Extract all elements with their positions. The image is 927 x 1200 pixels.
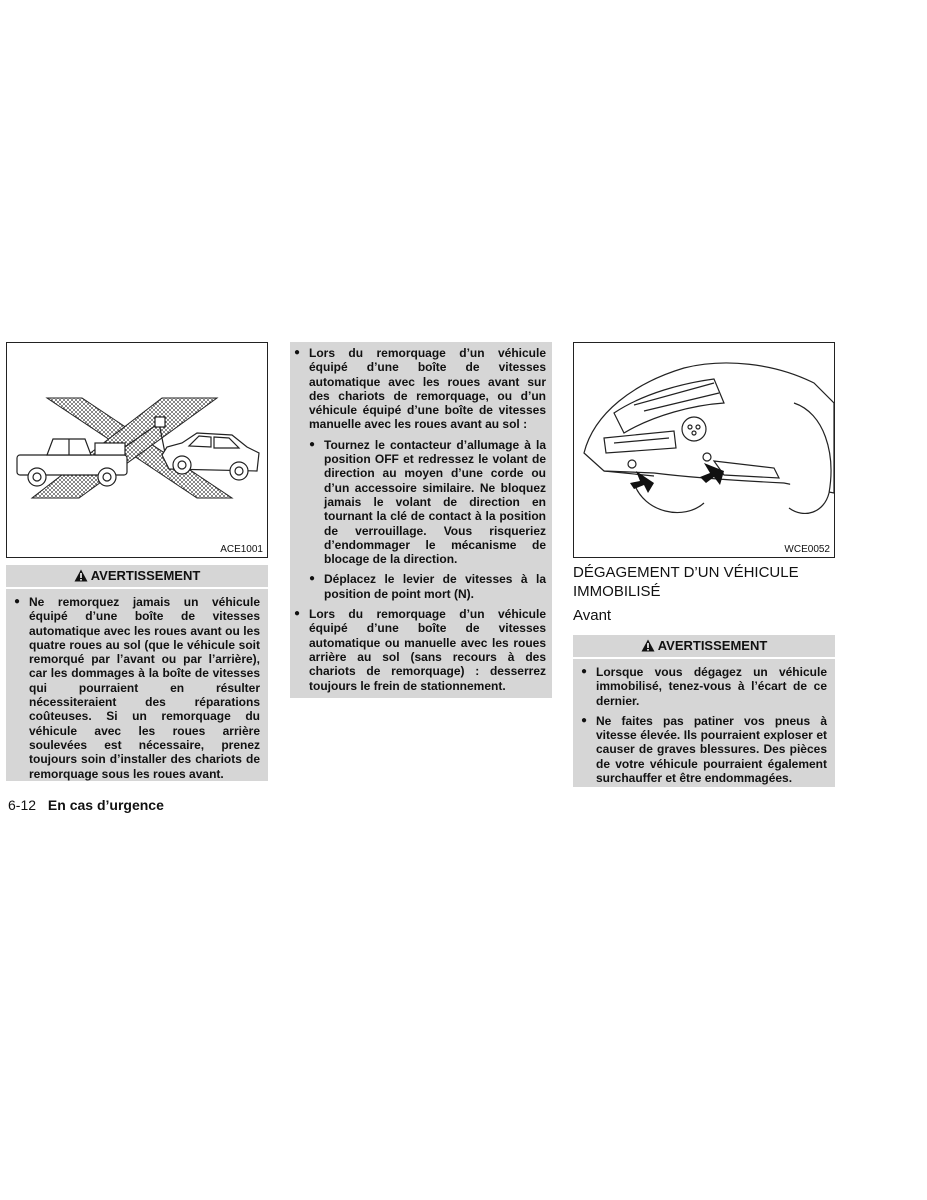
warning-list: [581, 665, 827, 785]
section-subheading: Avant: [573, 607, 612, 624]
instruction-subitem: ● Tournez le contacteur d’allumage à la position OFF et redressez le volant de direction au moyen d’une corde ou d’un accessoire similaire. Ne bloquez jamais le volant de direction en tournant la clé de contact à la position de verrouillage. Vous risqueriez d’endommager le mécanisme de blocage de la direction.: [309, 438, 546, 567]
warning-item: ● Lorsque vous dégagez un véhicule immobilisé, tenez-vous à l’écart de ce dernier.: [581, 665, 827, 708]
warning-item: ● Ne faites pas patiner vos pneus à vitesse élevée. Ils pourraient exploser et causer de graves blessures. Des pièces de votre véhicule pourraient également surchauffer et être endommagées.: [581, 714, 827, 785]
page-number: 6-12: [8, 797, 37, 813]
warning-divider: [573, 657, 835, 659]
towing-instructions-box: [290, 342, 552, 698]
warning-item: ● Ne remorquez jamais un véhicule équipé d’une boîte de vitesses automatique avec les roues avant ou les quatre roues au sol (que le véhicule soit remorqué par l’avant ou par l’arrière), car les dommages à la boîte de vitesses qui pourraient en résulter nécessiteraient des réparations coûteuses. Si un remorquage du véhicule avec les roues arrière soulevées est nécessaire, prenez toujours soin d’installer des chariots de remorquage sous les roues avant.: [14, 595, 260, 781]
warning-triangle-icon: [641, 639, 655, 652]
figure-code: ACE1001: [220, 544, 263, 555]
instruction-item: ● Lors du remorquage d’un véhicule équipé d’une boîte de vitesses automatique ou manuelle avec les roues arrière au sol (sans recours à des chariots de remorquage) : desserrez toujours le frein de stationnement.: [294, 607, 546, 693]
warning-list: [14, 595, 260, 781]
warning-divider: [6, 587, 268, 589]
instruction-subitem: ● Déplacez le levier de vitesses à la position de point mort (N).: [309, 572, 546, 601]
section-name: En cas d’urgence: [47, 797, 164, 813]
recovery-hook-illustration: [573, 342, 835, 558]
instructions-list: [294, 346, 546, 693]
page-footer: [8, 797, 164, 813]
warning-title: AVERTISSEMENT: [581, 635, 827, 657]
section-heading: DÉGAGEMENT D’UN VÉHICULE IMMOBILISÉ: [573, 564, 799, 600]
warning-triangle-icon: [74, 569, 88, 582]
towing-illustration: [6, 342, 268, 558]
figure-code: WCE0052: [784, 544, 830, 555]
tow-truck-crossed-illustration: [7, 343, 267, 557]
instruction-item: ● Lors du remorquage d’un véhicule équipé d’une boîte de vitesses automatique avec les roues avant sur des chariots de remorquage, ou d’un véhicule équipé d’une boîte de vitesses manuelle avec les roues avant au sol : ● Tournez le contacteur d’allumage à la position OFF et redressez le volant de direction au moyen d’une corde ou d’un accessoire similaire. Ne bloquez jamais le volant de direction en tournant la clé de contact à la position de verrouillage. Vous risqueriez d’endommager le mécanisme de blocage de la direction. ● Déplacez le levier de vitesses à la position de point mort (N).: [294, 346, 546, 601]
car-front-hooks-illustration: [574, 343, 834, 557]
warning-box-right: [573, 635, 835, 787]
instruction-sublist: [309, 438, 546, 601]
warning-box-left: [6, 565, 268, 781]
warning-title: AVERTISSEMENT: [14, 565, 260, 587]
